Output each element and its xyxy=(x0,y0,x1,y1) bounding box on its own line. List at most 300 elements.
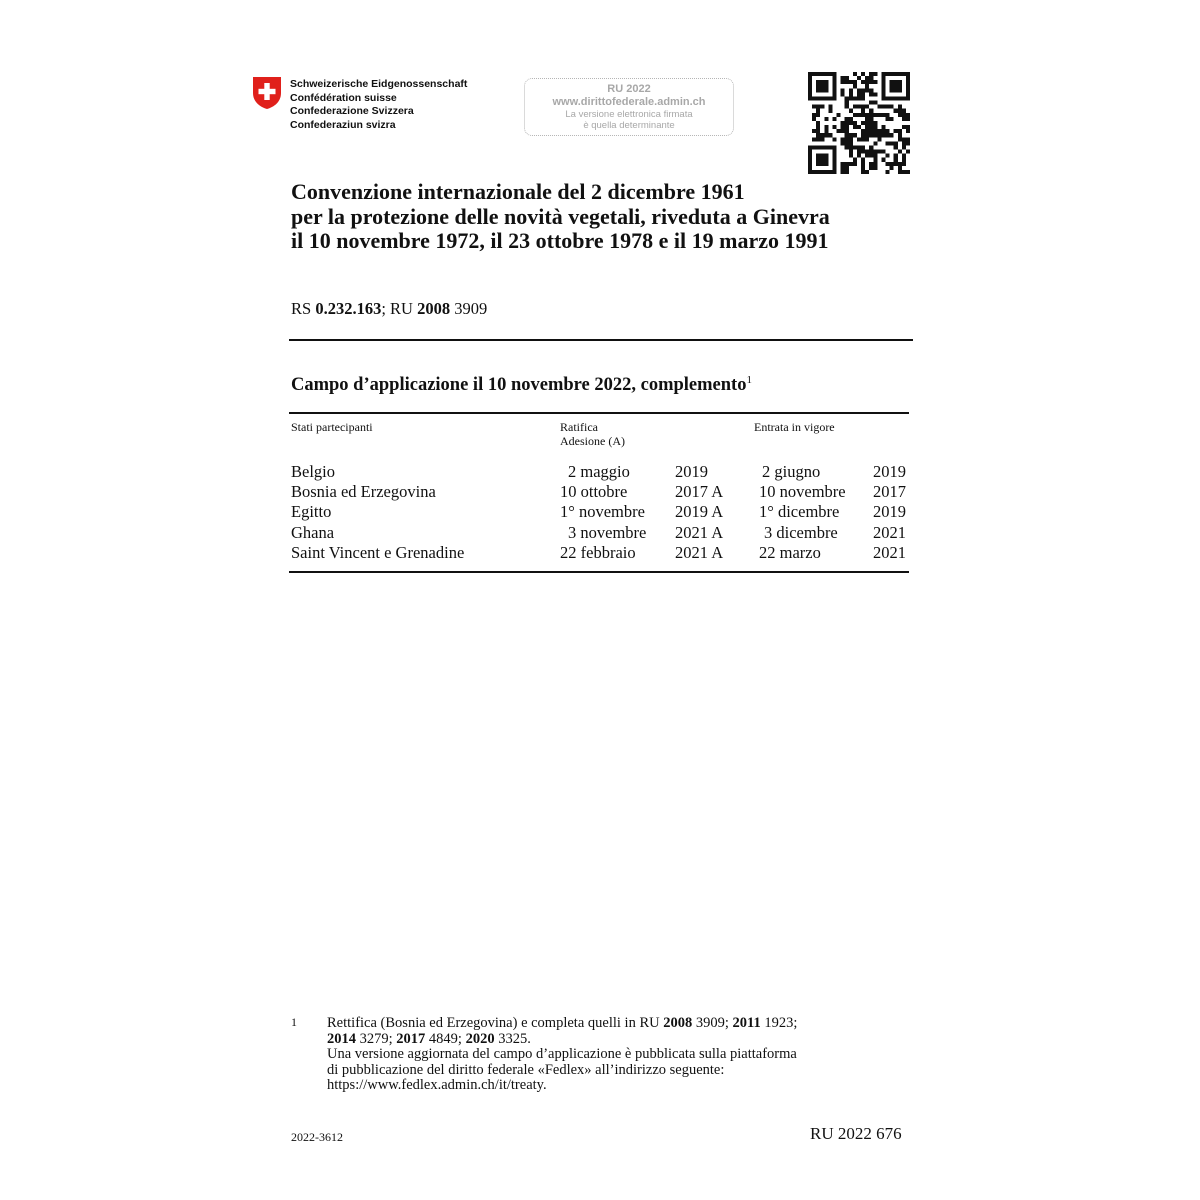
qr-module xyxy=(849,162,853,166)
footnote-fragment: 3909; xyxy=(692,1015,733,1031)
stamp-note-2: è quella determinante xyxy=(583,120,675,131)
qr-module xyxy=(898,109,902,113)
qr-module xyxy=(865,170,869,174)
footnote-year: 2017 xyxy=(396,1030,426,1047)
swiss-cross-shield-icon xyxy=(252,76,282,110)
qr-module xyxy=(853,133,857,137)
qr-module xyxy=(832,150,836,154)
qr-module xyxy=(865,113,869,117)
qr-module xyxy=(902,145,906,149)
qr-module xyxy=(812,117,816,121)
qr-module xyxy=(861,145,865,149)
qr-module xyxy=(820,145,824,149)
qr-module xyxy=(890,88,894,92)
qr-module xyxy=(808,80,812,84)
qr-module xyxy=(808,84,812,88)
table-cell-ratification-year: 2019 xyxy=(675,462,708,481)
qr-module xyxy=(881,125,885,129)
qr-module xyxy=(832,84,836,88)
qr-module xyxy=(894,129,898,133)
reference-line xyxy=(291,299,487,319)
qr-module xyxy=(849,80,853,84)
qr-module xyxy=(853,158,857,162)
qr-module xyxy=(816,84,820,88)
qr-module xyxy=(861,137,865,141)
table-cell-ratification-day: 22 febbraio xyxy=(560,543,636,562)
qr-module xyxy=(877,137,881,141)
qr-module xyxy=(861,150,865,154)
qr-module xyxy=(828,133,832,137)
qr-module xyxy=(828,72,832,76)
qr-module xyxy=(902,109,906,113)
qr-module xyxy=(824,129,828,133)
qr-module xyxy=(816,154,820,158)
qr-module xyxy=(808,92,812,96)
footnote-number: 1 xyxy=(291,1015,297,1029)
qr-module xyxy=(873,162,877,166)
qr-module xyxy=(894,109,898,113)
qr-module xyxy=(849,96,853,100)
qr-module xyxy=(828,96,832,100)
footnote-year: 2014 xyxy=(327,1030,356,1047)
footnote-text xyxy=(327,1016,887,1094)
qr-module xyxy=(812,145,816,149)
divider xyxy=(289,339,913,341)
qr-module xyxy=(832,88,836,92)
qr-module xyxy=(881,84,885,88)
qr-module xyxy=(857,150,861,154)
qr-module xyxy=(869,92,873,96)
qr-module xyxy=(824,158,828,162)
qr-module xyxy=(877,129,881,133)
qr-module xyxy=(873,101,877,105)
table-cell-state: Egitto xyxy=(291,502,332,521)
qr-module xyxy=(886,162,890,166)
qr-module xyxy=(820,88,824,92)
qr-module xyxy=(873,92,877,96)
qr-module xyxy=(873,150,877,154)
table-cell-entry-year: 2017 xyxy=(873,482,906,501)
section-title-text: Campo d’applicazione il 10 novembre 2022, complemento xyxy=(291,375,747,395)
qr-module xyxy=(841,121,845,125)
qr-module xyxy=(865,121,869,125)
qr-module xyxy=(902,162,906,166)
qr-module xyxy=(886,105,890,109)
qr-module xyxy=(890,80,894,84)
section-title xyxy=(291,375,752,396)
table-cell-ratification-day: 3 novembre xyxy=(568,523,647,542)
qr-module xyxy=(849,145,853,149)
qr-module xyxy=(890,105,894,109)
qr-module xyxy=(845,145,849,149)
table-cell-entry-day: 22 marzo xyxy=(759,543,821,562)
footnote-year: 2008 xyxy=(663,1015,693,1031)
qr-module xyxy=(898,113,902,117)
qr-module xyxy=(869,145,873,149)
qr-module xyxy=(886,170,890,174)
table-cell-entry-day: 1° dicembre xyxy=(759,502,840,521)
qr-module xyxy=(816,170,820,174)
qr-module xyxy=(861,113,865,117)
footnote-fragment: 3279; xyxy=(356,1030,397,1047)
qr-module xyxy=(853,105,857,109)
qr-module xyxy=(906,76,910,80)
footnote-line xyxy=(327,1032,887,1048)
qr-module xyxy=(816,129,820,133)
qr-module xyxy=(816,133,820,137)
qr-module xyxy=(898,170,902,174)
qr-module xyxy=(902,154,906,158)
rs-number: 0.232.163 xyxy=(315,299,382,318)
qr-module xyxy=(853,80,857,84)
stamp-ru: RU 2022 xyxy=(607,83,651,95)
qr-module xyxy=(845,101,849,105)
qr-module xyxy=(841,166,845,170)
table-cell-ratification-year: 2021 A xyxy=(675,523,724,542)
footnote-fragment: 1923; xyxy=(760,1015,798,1031)
qr-module xyxy=(894,84,898,88)
qr-module xyxy=(832,80,836,84)
qr-module xyxy=(869,72,873,76)
qr-module xyxy=(873,133,877,137)
qr-module xyxy=(808,72,812,76)
qr-module xyxy=(812,170,816,174)
qr-module xyxy=(849,92,853,96)
qr-module xyxy=(898,150,902,154)
qr-module xyxy=(816,80,820,84)
qr-module xyxy=(853,145,857,149)
ru-reference: RU 2022 676 xyxy=(810,1124,902,1143)
qr-module xyxy=(849,109,853,113)
qr-module xyxy=(898,80,902,84)
qr-module xyxy=(845,105,849,109)
qr-module xyxy=(898,96,902,100)
qr-module xyxy=(881,80,885,84)
qr-module xyxy=(841,92,845,96)
qr-module xyxy=(865,129,869,133)
qr-module xyxy=(845,80,849,84)
qr-module xyxy=(832,166,836,170)
qr-module xyxy=(865,105,869,109)
qr-module xyxy=(886,96,890,100)
qr-module xyxy=(906,92,910,96)
qr-module xyxy=(853,121,857,125)
qr-module xyxy=(820,170,824,174)
qr-module xyxy=(890,162,894,166)
qr-module xyxy=(812,96,816,100)
qr-module xyxy=(894,88,898,92)
qr-module xyxy=(861,121,865,125)
qr-module xyxy=(906,88,910,92)
qr-module xyxy=(890,117,894,121)
qr-module xyxy=(890,133,894,137)
qr-module xyxy=(857,113,861,117)
qr-module xyxy=(853,125,857,129)
qr-module xyxy=(906,113,910,117)
ru-page: 3909 xyxy=(450,299,488,318)
qr-module xyxy=(816,137,820,141)
qr-module xyxy=(816,125,820,129)
qr-module xyxy=(849,150,853,154)
qr-module xyxy=(898,162,902,166)
qr-module xyxy=(816,109,820,113)
qr-module xyxy=(906,137,910,141)
qr-module xyxy=(869,80,873,84)
qr-module xyxy=(832,158,836,162)
qr-module xyxy=(894,141,898,145)
qr-module xyxy=(849,133,853,137)
qr-module xyxy=(869,88,873,92)
qr-module xyxy=(832,137,836,141)
qr-module xyxy=(857,96,861,100)
qr-module xyxy=(877,150,881,154)
qr-module xyxy=(816,162,820,166)
qr-module xyxy=(824,88,828,92)
qr-module xyxy=(873,125,877,129)
qr-module xyxy=(865,88,869,92)
qr-module xyxy=(886,113,890,117)
qr-module xyxy=(898,166,902,170)
qr-module xyxy=(824,154,828,158)
qr-module xyxy=(832,96,836,100)
qr-module xyxy=(841,129,845,133)
qr-module xyxy=(873,129,877,133)
qr-module xyxy=(857,88,861,92)
qr-module xyxy=(861,96,865,100)
qr-module xyxy=(869,166,873,170)
qr-module xyxy=(832,162,836,166)
qr-module xyxy=(816,158,820,162)
qr-module xyxy=(845,162,849,166)
qr-module xyxy=(873,113,877,117)
footnote-mark: 1 xyxy=(746,374,752,386)
stamp-url: www.dirittofederale.admin.ch xyxy=(552,96,706,108)
qr-module xyxy=(881,92,885,96)
qr-module xyxy=(849,137,853,141)
qr-module xyxy=(832,76,836,80)
qr-module xyxy=(828,109,832,113)
qr-module xyxy=(853,162,857,166)
table-cell-entry-day: 10 novembre xyxy=(759,482,846,501)
qr-module xyxy=(898,129,902,133)
qr-module xyxy=(902,72,906,76)
qr-module xyxy=(906,84,910,88)
qr-module xyxy=(902,125,906,129)
header-ratification-line: Ratifica xyxy=(560,420,598,434)
qr-code-icon xyxy=(808,72,910,174)
footnote-fragment: 3325. xyxy=(494,1030,531,1047)
qr-module xyxy=(869,109,873,113)
qr-module xyxy=(824,145,828,149)
qr-module xyxy=(832,145,836,149)
qr-module xyxy=(832,72,836,76)
qr-module xyxy=(816,96,820,100)
table-cell-entry-year: 2019 xyxy=(873,462,906,481)
qr-module xyxy=(865,154,869,158)
qr-module xyxy=(832,170,836,174)
qr-module xyxy=(849,88,853,92)
qr-module xyxy=(861,109,865,113)
table-cell-entry-day: 3 dicembre xyxy=(764,523,838,542)
qr-module xyxy=(861,162,865,166)
qr-module xyxy=(881,96,885,100)
qr-module xyxy=(820,162,824,166)
qr-module xyxy=(828,105,832,109)
qr-module xyxy=(845,166,849,170)
qr-module xyxy=(906,117,910,121)
qr-module xyxy=(886,133,890,137)
qr-module xyxy=(881,150,885,154)
qr-module xyxy=(816,105,820,109)
qr-module xyxy=(898,105,902,109)
federation-names xyxy=(290,78,467,132)
federation-name-de: Schweizerische Eidgenossenschaft xyxy=(290,78,468,90)
document-title xyxy=(291,180,931,254)
qr-module xyxy=(869,76,873,80)
qr-module xyxy=(886,72,890,76)
qr-module xyxy=(881,133,885,137)
qr-module xyxy=(869,154,873,158)
qr-module xyxy=(861,129,865,133)
federation-name-it: Confederazione Svizzera xyxy=(290,105,414,117)
qr-module xyxy=(820,137,824,141)
qr-module xyxy=(869,129,873,133)
qr-module xyxy=(865,133,869,137)
qr-module xyxy=(861,72,865,76)
qr-module xyxy=(906,72,910,76)
table-cell-state: Ghana xyxy=(291,523,335,542)
qr-module xyxy=(873,121,877,125)
qr-module xyxy=(861,88,865,92)
qr-module xyxy=(869,125,873,129)
qr-module xyxy=(845,76,849,80)
qr-module xyxy=(824,133,828,137)
qr-module xyxy=(849,141,853,145)
qr-module xyxy=(869,121,873,125)
qr-module xyxy=(881,88,885,92)
qr-module xyxy=(857,76,861,80)
qr-module xyxy=(832,92,836,96)
table-cell-entry-day: 2 giugno xyxy=(762,462,821,481)
qr-module xyxy=(857,154,861,158)
qr-module xyxy=(841,125,845,129)
table-cell-entry-year: 2021 xyxy=(873,523,906,542)
qr-module xyxy=(845,129,849,133)
qr-module xyxy=(898,88,902,92)
qr-module xyxy=(869,113,873,117)
title-line: il 10 novembre 1972, il 23 ottobre 1978 e il 19 marzo 1991 xyxy=(291,228,829,253)
qr-module xyxy=(890,141,894,145)
qr-module xyxy=(808,154,812,158)
table-cell-state: Belgio xyxy=(291,462,335,481)
qr-module xyxy=(845,96,849,100)
qr-module xyxy=(902,117,906,121)
qr-module xyxy=(816,113,820,117)
qr-module xyxy=(837,129,841,133)
qr-module xyxy=(873,154,877,158)
header-state: Stati partecipanti xyxy=(291,420,373,434)
qr-module xyxy=(873,80,877,84)
qr-module xyxy=(808,166,812,170)
qr-module xyxy=(845,170,849,174)
qr-module xyxy=(869,150,873,154)
qr-module xyxy=(841,170,845,174)
federation-name-fr: Confédération suisse xyxy=(290,91,397,104)
title-line: Convenzione internazionale del 2 dicembre 1961 xyxy=(291,179,745,204)
qr-module xyxy=(832,154,836,158)
qr-module xyxy=(808,150,812,154)
footnote-year: 2020 xyxy=(465,1030,495,1047)
qr-module xyxy=(869,117,873,121)
qr-module xyxy=(820,72,824,76)
qr-module xyxy=(881,105,885,109)
qr-module xyxy=(824,80,828,84)
footnote-line: di pubblicazione del diritto federale «Fedlex» all’indirizzo seguente: xyxy=(327,1061,725,1078)
qr-module xyxy=(845,141,849,145)
qr-module xyxy=(824,84,828,88)
qr-module xyxy=(853,84,857,88)
table-cell-ratification-year: 2021 A xyxy=(675,543,724,562)
qr-module xyxy=(894,158,898,162)
qr-module xyxy=(886,141,890,145)
qr-module xyxy=(890,84,894,88)
qr-module xyxy=(865,117,869,121)
qr-module xyxy=(873,72,877,76)
qr-module xyxy=(853,113,857,117)
qr-module xyxy=(812,105,816,109)
qr-module xyxy=(824,162,828,166)
qr-module xyxy=(894,72,898,76)
qr-module xyxy=(865,84,869,88)
qr-module xyxy=(824,125,828,129)
qr-module xyxy=(894,80,898,84)
qr-module xyxy=(898,133,902,137)
qr-module xyxy=(820,133,824,137)
qr-module xyxy=(812,113,816,117)
qr-module xyxy=(906,150,910,154)
federation-name-rm: Confederaziun svizra xyxy=(290,118,396,131)
qr-module xyxy=(861,80,865,84)
electronic-version-stamp xyxy=(524,78,734,136)
qr-module xyxy=(812,72,816,76)
footnote-fragment: Rettifica (Bosnia ed Erzegovina) e completa quelli in RU xyxy=(327,1015,664,1031)
qr-module xyxy=(824,72,828,76)
qr-module xyxy=(845,121,849,125)
title-line: per la protezione delle novità vegetali, riveduta a Ginevra xyxy=(291,203,830,229)
qr-module xyxy=(881,72,885,76)
qr-module xyxy=(824,170,828,174)
qr-module xyxy=(841,162,845,166)
qr-module xyxy=(837,113,841,117)
qr-module xyxy=(832,125,836,129)
table-cell-entry-year: 2019 xyxy=(873,502,906,521)
qr-module xyxy=(881,129,885,133)
qr-module xyxy=(873,166,877,170)
qr-module xyxy=(869,162,873,166)
qr-module xyxy=(869,133,873,137)
qr-module xyxy=(865,150,869,154)
qr-module xyxy=(808,170,812,174)
qr-module xyxy=(841,88,845,92)
qr-module xyxy=(898,72,902,76)
qr-module xyxy=(873,141,877,145)
qr-module xyxy=(886,129,890,133)
table-cell-ratification-day: 2 maggio xyxy=(568,462,630,481)
qr-module xyxy=(816,88,820,92)
qr-module xyxy=(853,72,857,76)
qr-module xyxy=(845,133,849,137)
qr-module xyxy=(824,117,828,121)
